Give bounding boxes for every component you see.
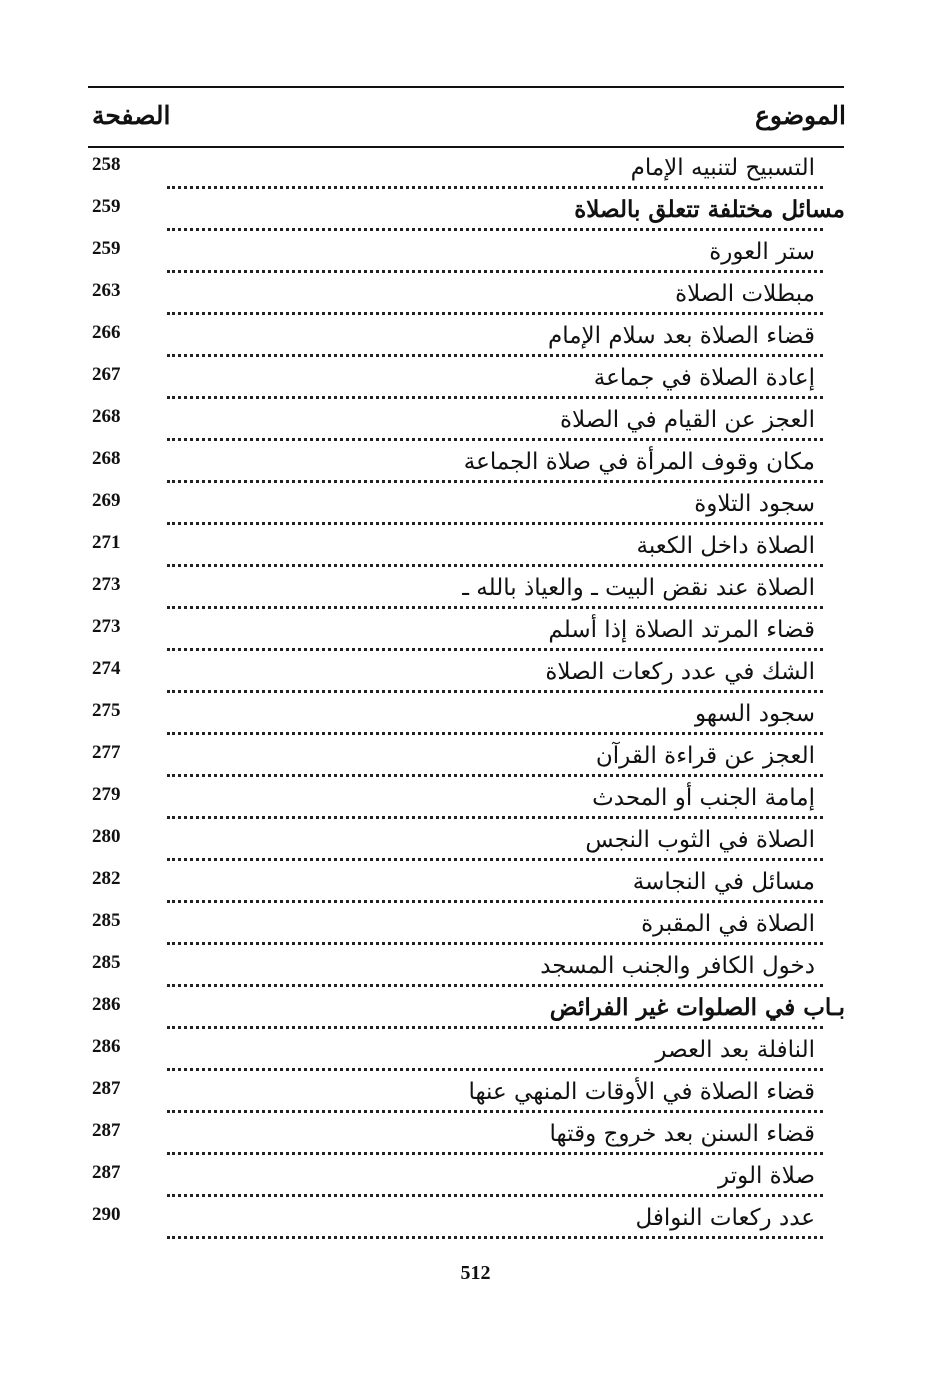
toc-entry (92, 822, 845, 864)
toc-entry (92, 1116, 845, 1158)
toc-page-number: 280 (92, 826, 121, 847)
toc-entry (92, 360, 845, 402)
toc-entry-title: قضاء السنن بعد خروج وقتها (532, 1116, 815, 1152)
toc-section-heading (92, 192, 845, 234)
toc-entry-title: مسائل مختلفة تتعلق بالصلاة (556, 192, 845, 228)
page-column-heading: الصفحة (92, 101, 171, 130)
toc-page-number: 258 (92, 154, 121, 175)
header-rule (88, 146, 844, 148)
toc-entry-title: الشك في عدد ركعات الصلاة (527, 654, 815, 690)
toc-entry-title: قضاء الصلاة في الأوقات المنهي عنها (450, 1074, 815, 1110)
toc-page-number: 268 (92, 448, 121, 469)
toc-entry (92, 444, 845, 486)
toc-entry (92, 654, 845, 696)
toc-entry-title: بـاب في الصلوات غير الفرائض (532, 990, 845, 1026)
toc-entry (92, 486, 845, 528)
toc-page-number: 282 (92, 868, 121, 889)
toc-page-number: 286 (92, 994, 121, 1015)
toc-entry (92, 1032, 845, 1074)
toc-entry-title: الصلاة داخل الكعبة (619, 528, 815, 564)
toc-page-number: 279 (92, 784, 121, 805)
toc-page-number: 269 (92, 490, 121, 511)
toc-page-number: 285 (92, 952, 121, 973)
toc-entry (92, 234, 845, 276)
toc-entry-title: قضاء المرتد الصلاة إذا أسلم (530, 612, 815, 648)
toc-entry-title: قضاء الصلاة بعد سلام الإمام (530, 318, 815, 354)
toc-entry-title: الصلاة في الثوب النجس (567, 822, 815, 858)
table-of-contents (92, 150, 845, 1242)
toc-entry-title: العجز عن قراءة القرآن (578, 738, 815, 774)
toc-page-number: 263 (92, 280, 121, 301)
toc-entry-title: إمامة الجنب أو المحدث (574, 780, 815, 816)
toc-entry-title: ستر العورة (691, 234, 815, 270)
toc-entry-title: صلاة الوتر (700, 1158, 815, 1194)
toc-page-number: 274 (92, 658, 121, 679)
toc-page-number: 287 (92, 1120, 121, 1141)
toc-page-number: 273 (92, 616, 121, 637)
toc-entry (92, 1200, 845, 1242)
toc-entry (92, 738, 845, 780)
toc-entry (92, 906, 845, 948)
toc-page-number: 267 (92, 364, 121, 385)
toc-page-number: 277 (92, 742, 121, 763)
toc-entry-title: النافلة بعد العصر (637, 1032, 815, 1068)
toc-entry (92, 948, 845, 990)
toc-page-number: 287 (92, 1162, 121, 1183)
toc-entry-title: دخول الكافر والجنب المسجد (522, 948, 815, 984)
toc-entry-title: العجز عن القيام في الصلاة (542, 402, 815, 438)
toc-entry (92, 402, 845, 444)
toc-page-number: 266 (92, 322, 121, 343)
toc-entry-title: الصلاة عند نقض البيت ـ والعياذ بالله ـ (444, 570, 815, 606)
toc-entry (92, 780, 845, 822)
toc-entry-title: مكان وقوف المرأة في صلاة الجماعة (446, 444, 815, 480)
toc-page-number: 290 (92, 1204, 121, 1225)
toc-entry (92, 150, 845, 192)
toc-page-number: 259 (92, 238, 121, 259)
toc-entry-title: سجود السهو (677, 696, 815, 732)
toc-entry (92, 612, 845, 654)
toc-section-heading (92, 990, 845, 1032)
toc-page-number: 259 (92, 196, 121, 217)
toc-page-number: 275 (92, 700, 121, 721)
toc-entry (92, 696, 845, 738)
toc-page-number: 273 (92, 574, 121, 595)
toc-entry (92, 318, 845, 360)
toc-entry-title: عدد ركعات النوافل (618, 1200, 816, 1236)
toc-entry-title: مسائل في النجاسة (615, 864, 815, 900)
toc-entry-title: سجود التلاوة (676, 486, 815, 522)
toc-entry (92, 1158, 845, 1200)
toc-entry (92, 276, 845, 318)
toc-entry-title: مبطلات الصلاة (657, 276, 815, 312)
toc-entry (92, 528, 845, 570)
page-number: 512 (460, 1262, 491, 1284)
toc-entry (92, 570, 845, 612)
toc-entry (92, 864, 845, 906)
toc-entry (92, 1074, 845, 1116)
top-rule (88, 86, 844, 88)
subject-column-heading: الموضوع (755, 101, 846, 130)
toc-page-number: 271 (92, 532, 121, 553)
toc-entry-title: الصلاة في المقبرة (623, 906, 815, 942)
toc-page-number: 268 (92, 406, 121, 427)
toc-page-number: 287 (92, 1078, 121, 1099)
toc-page-number: 286 (92, 1036, 121, 1057)
toc-page-number: 285 (92, 910, 121, 931)
toc-entry-title: التسبيح لتنبيه الإمام (613, 150, 815, 186)
toc-entry-title: إعادة الصلاة في جماعة (576, 360, 815, 396)
